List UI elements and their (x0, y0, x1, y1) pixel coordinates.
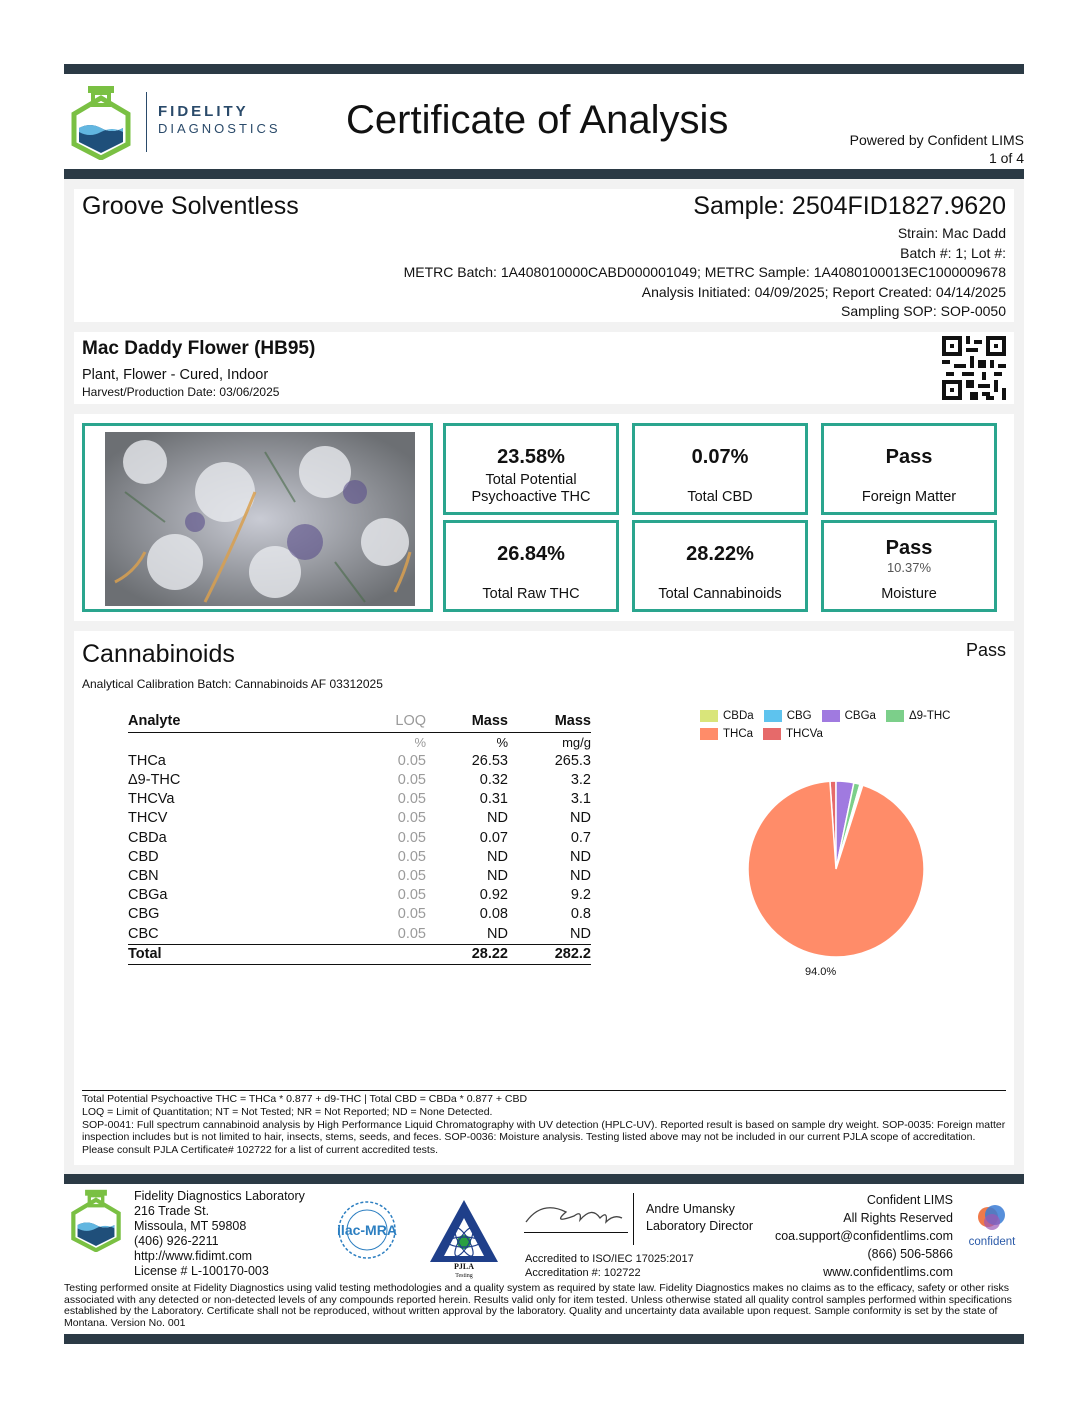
ilac-text: ilac-MRA (337, 1222, 397, 1238)
harvest-date: Harvest/Production Date: 03/06/2025 (82, 385, 280, 399)
lab-phone: (406) 926-2211 (134, 1234, 219, 1248)
legend-swatch (764, 710, 782, 722)
accreditation (525, 1252, 694, 1280)
metrc-ids: METRC Batch: 1A408010000CABD000001049; METRC Sample: 1A4080100013EC1000009678 (403, 264, 1006, 280)
total-cbd-label: Total CBD (687, 489, 753, 505)
lims-name: Confident LIMS (866, 1193, 953, 1207)
director-info (646, 1201, 753, 1235)
mass-mg-cell: ND (570, 810, 591, 827)
legend-item (763, 725, 823, 743)
director-name: Andre Umansky (646, 1202, 735, 1216)
product-type: Plant, Flower - Cured, Indoor (82, 367, 269, 383)
table-header-row (128, 712, 591, 732)
brand-divider (146, 92, 147, 152)
total-thc-label-line1: Total Potential (485, 472, 577, 488)
raw-thc-value: 26.84% (497, 543, 565, 565)
cannabinoid-pie-chart (746, 779, 926, 964)
analyte-cell: CBD (128, 848, 159, 865)
legend-swatch (822, 710, 840, 722)
note-methods: SOP-0041: Full spectrum cannabinoid analysis by High Performance Liquid Chromatography with UV detection (HPLC-UV). Reported result is based on sample dry weight. SOP-0035: Foreign matter inspection includes but is not limited to hair, insects, stems, seeds, and feces. SOP-0036: Moisture analysis. Testing listed above may not be included in our current PJLA scope of accreditation. Please consult PJLA Certificate# 102722 for a list of current accredited tests. (82, 1118, 1006, 1157)
method-notes (82, 1090, 1006, 1157)
loq-cell: 0.05 (397, 925, 426, 942)
analyte-cell: CBN (128, 867, 159, 884)
footer-bar-bottom (64, 1334, 1024, 1344)
legend-label: THCVa (786, 728, 823, 740)
foreign-matter-box (821, 423, 997, 515)
total-thc-box (443, 423, 619, 515)
brand-sub: DIAGNOSTICS (158, 121, 281, 136)
lims-email[interactable]: coa.support@confidentlims.com (774, 1229, 953, 1243)
units-row (128, 732, 591, 752)
mass-mg-header: Mass (508, 712, 591, 732)
foreign-matter-value: Pass (885, 446, 933, 468)
fidelity-flask-logo (70, 84, 132, 165)
table-row (128, 848, 591, 867)
cannabinoids-title: Cannabinoids (82, 640, 235, 668)
mass-mg-cell: ND (570, 848, 591, 865)
strain: Strain: Mac Dadd (897, 225, 1006, 241)
mass-pct-cell: 0.07 (479, 829, 508, 846)
sample-id: Sample: 2504FID1827.9620 (693, 192, 1006, 220)
mass-pct-cell: 26.53 (471, 752, 508, 769)
document-title: Certificate of Analysis (346, 98, 729, 142)
lab-license: License # L-100170-003 (134, 1264, 269, 1278)
table-row (128, 809, 591, 828)
total-row (128, 944, 591, 964)
mass-mg-cell: 3.1 (570, 791, 591, 808)
legend-label: THCa (723, 728, 754, 740)
total-cbd-value: 0.07% (691, 446, 749, 468)
product-name: Mac Daddy Flower (HB95) (82, 338, 316, 359)
sample-meta (404, 224, 1006, 322)
moisture-box (821, 520, 997, 612)
director-signature (522, 1196, 632, 1237)
lims-rights: All Rights Reserved (843, 1211, 953, 1225)
mass-pct-header: Mass (426, 712, 508, 732)
disclaimer: Testing performed onsite at Fidelity Diagnostics using valid testing methodologies and a quality system as required by state law. Fidelity Diagnostics makes no claims as to the efficacy, safety or other risks associated with any detected or non-detected levels of any compounds reported herein. Results valid only for item tested. Unless otherwise stated all quality control samples performed within specifications established by the Laboratory. Certificate shall not be reproduced, without written approval by the laboratory. Quality and uncertainty data available upon request. Sample conformity is set by the state of Montana. Version No. 001 (64, 1282, 1012, 1329)
loq-cell: 0.05 (397, 791, 426, 808)
confident-logo (964, 1203, 1020, 1248)
mass-mg-unit: mg/g (562, 734, 591, 750)
note-abbreviations: LOQ = Limit of Quantitation; NT = Not Tested; NR = Not Reported; ND = None Detected. (82, 1105, 493, 1118)
ilac-mra-logo (330, 1200, 404, 1265)
loq-cell: 0.05 (397, 906, 426, 923)
table-row (128, 771, 591, 790)
mass-mg-cell: ND (570, 867, 591, 884)
loq-cell: 0.05 (397, 848, 426, 865)
accreditation-standard: Accredited to ISO/IEC 17025:2017 (525, 1253, 694, 1265)
mass-pct-cell: 0.08 (479, 906, 508, 923)
pjla-text: PJLA (454, 1262, 474, 1271)
analyte-cell: CBDa (128, 829, 167, 846)
sample-photo (105, 432, 415, 606)
analyte-cell: CBGa (128, 887, 168, 904)
page-number: 1 of 4 (988, 150, 1024, 166)
loq-unit: % (414, 734, 426, 750)
loq-cell: 0.05 (397, 810, 426, 827)
header-bar (64, 169, 1024, 179)
analysis-dates: Analysis Initiated: 04/09/2025; Report Created: 04/14/2025 (641, 283, 1006, 300)
moisture-label: Moisture (881, 586, 937, 602)
total-thc-label-line2: Psychoactive THC (471, 489, 591, 505)
pjla-sub: Testing (455, 1273, 473, 1279)
note-formula: Total Potential Psychoactive THC = THCa * 0.877 + d9-THC | Total CBD = CBDa * 0.877 + CBD (82, 1093, 528, 1105)
legend-swatch (763, 728, 781, 740)
top-bar (64, 64, 1024, 74)
legend-swatch (700, 710, 718, 722)
mass-pct-cell: ND (487, 925, 508, 942)
mass-mg-cell: 265.3 (554, 752, 591, 769)
mass-mg-cell: 3.2 (570, 771, 591, 788)
total-thc-value: 23.58% (497, 446, 565, 468)
analyte-cell: THCa (128, 752, 166, 769)
raw-thc-label: Total Raw THC (482, 586, 580, 602)
brand-name: FIDELITY (158, 103, 249, 120)
lab-info (134, 1189, 305, 1279)
table-row (128, 829, 591, 848)
mass-mg-cell: 9.2 (570, 887, 591, 904)
analyte-cell: THCV (128, 810, 168, 827)
table-row (128, 790, 591, 809)
table-row (128, 752, 591, 771)
total-pct: 28.22 (426, 944, 508, 964)
analyte-header: Analyte (128, 712, 308, 732)
calibration-batch: Analytical Calibration Batch: Cannabinoids AF 03312025 (82, 677, 383, 691)
moisture-value: Pass (885, 537, 933, 559)
client-name: Groove Solventless (82, 192, 299, 220)
mass-pct-cell: ND (487, 867, 508, 884)
lab-name: Fidelity Diagnostics Laboratory (134, 1189, 305, 1203)
lab-website[interactable]: http://www.fidimt.com (134, 1249, 253, 1263)
footer-bar-top (64, 1174, 1024, 1184)
table-row (128, 905, 591, 924)
cannabinoids-result: Pass (965, 640, 1006, 660)
loq-cell: 0.05 (397, 887, 426, 904)
mass-pct-cell: 0.32 (479, 771, 508, 788)
table-row (128, 867, 591, 886)
lab-street: 216 Trade St. (134, 1204, 210, 1218)
legend-item (764, 707, 812, 725)
legend-label: Δ9-THC (908, 710, 951, 722)
raw-thc-box (443, 520, 619, 612)
lims-info (775, 1191, 953, 1281)
fidelity-footer-logo (70, 1188, 122, 1257)
pie-slice-label: 94.0% (805, 966, 837, 978)
pjla-logo (426, 1196, 502, 1285)
total-cannabinoids-value: 28.22% (686, 543, 754, 565)
analyte-cell: THCVa (128, 791, 175, 808)
sample-photo-frame (82, 423, 433, 612)
lab-city: Missoula, MT 59808 (134, 1219, 247, 1233)
analyte-cell: CBG (128, 906, 160, 923)
director-title: Laboratory Director (646, 1219, 753, 1233)
total-label: Total (128, 944, 308, 964)
mass-mg-cell: 0.8 (570, 906, 591, 923)
legend-item (700, 725, 753, 743)
mass-pct-cell: 0.31 (479, 791, 508, 808)
mass-pct-cell: ND (487, 848, 508, 865)
total-thc-label (446, 472, 616, 506)
total-cannabinoids-label: Total Cannabinoids (658, 586, 782, 602)
table-row (128, 925, 591, 945)
lims-phone: (866) 506-5866 (867, 1247, 953, 1261)
accreditation-number: Accreditation #: 102722 (525, 1267, 641, 1279)
total-cbd-box (632, 423, 808, 515)
mass-pct-cell: 0.92 (479, 887, 508, 904)
confident-wordmark: confident (968, 1236, 1016, 1248)
powered-by (850, 131, 1024, 167)
mass-mg-cell: ND (570, 925, 591, 942)
loq-cell: 0.05 (397, 829, 426, 846)
legend-item (886, 707, 951, 725)
legend-label: CBGa (844, 710, 876, 722)
total-mg: 282.2 (508, 944, 591, 964)
signature-divider (633, 1193, 634, 1245)
batch-lot: Batch #: 1; Lot #: (900, 244, 1006, 261)
qr-code[interactable] (942, 336, 1006, 400)
analyte-cell: Δ9-THC (128, 771, 181, 788)
legend-label: CBG (786, 710, 812, 722)
legend-label: CBDa (723, 710, 754, 722)
mass-pct-unit: % (496, 734, 508, 750)
signature-line (524, 1232, 628, 1233)
legend-item (700, 707, 754, 725)
powered-by-text: Powered by Confident LIMS (849, 132, 1024, 148)
lims-website[interactable]: www.confidentlims.com (823, 1265, 953, 1279)
moisture-percent: 10.37% (886, 560, 932, 575)
mass-pct-cell: ND (487, 810, 508, 827)
analyte-cell: CBC (128, 925, 159, 942)
loq-cell: 0.05 (397, 867, 426, 884)
table-row (128, 886, 591, 905)
legend-item (822, 707, 876, 725)
chart-legend (700, 707, 990, 743)
loq-header: LOQ (308, 712, 426, 732)
foreign-matter-label: Foreign Matter (861, 489, 957, 505)
legend-swatch (886, 710, 904, 722)
loq-cell: 0.05 (397, 771, 426, 788)
total-cannabinoids-box (632, 520, 808, 612)
cannabinoids-table (128, 712, 591, 965)
mass-mg-cell: 0.7 (570, 829, 591, 846)
legend-swatch (700, 728, 718, 740)
sampling-sop: Sampling SOP: SOP-0050 (841, 303, 1006, 319)
loq-cell: 0.05 (397, 752, 426, 769)
